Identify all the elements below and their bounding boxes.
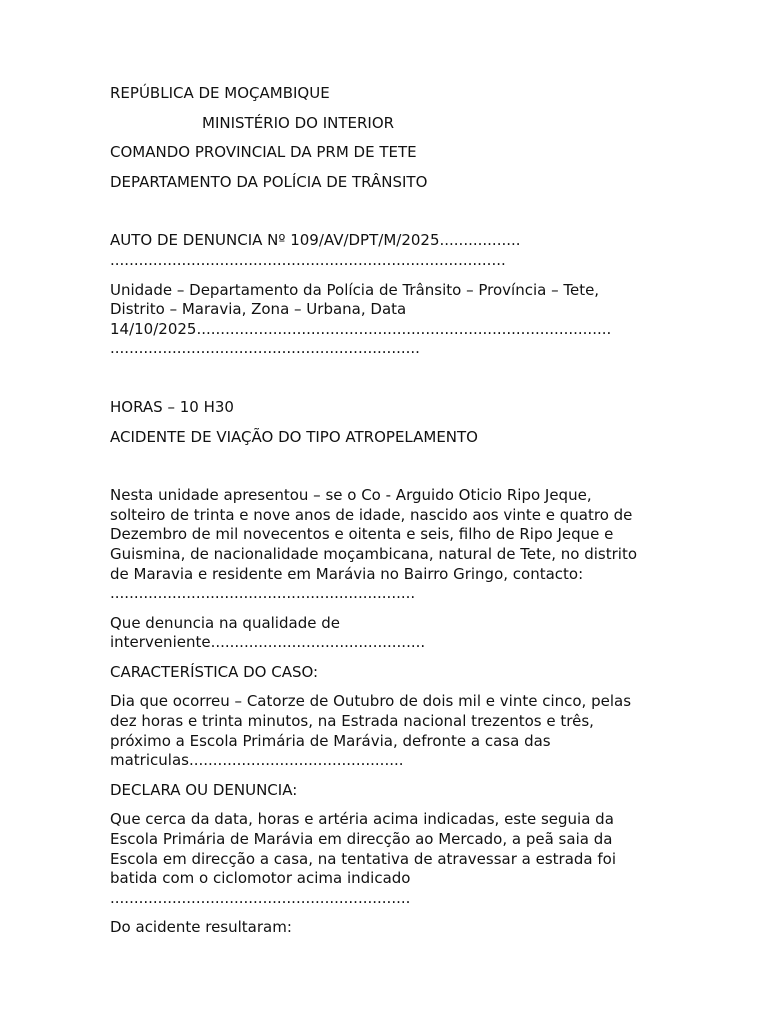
paragraph-line: Guismina, de nacionalidade moçambicana, natural de Tete, no distrito	[110, 544, 638, 563]
paragraph-line: próximo a Escola Primária de Marávia, defronte a casa das	[110, 731, 551, 750]
unit-line: Distrito – Maravia, Zona – Urbana, Data	[110, 300, 407, 319]
case-paragraph	[110, 692, 670, 770]
paragraph-line: batida com o ciclomotor acima indicado	[110, 869, 411, 888]
presentation-paragraph	[110, 486, 670, 604]
unit-line: Unidade – Departamento da Polícia de Trânsito – Província – Tete,	[110, 280, 600, 299]
dotted-line: ...............................................................	[110, 888, 411, 907]
dotted-line: ................................................................	[110, 584, 416, 603]
spacer	[110, 653, 670, 663]
paragraph-line: Dia que ocorreu – Catorze de Outubro de dois mil e vinte cinco, pelas	[110, 692, 632, 711]
spacer	[110, 604, 670, 614]
paragraph-line: Que denuncia na qualidade de	[110, 613, 340, 632]
paragraph-line: matriculas.............................................	[110, 751, 404, 770]
result-heading: Do acidente resultaram:	[110, 918, 292, 937]
ministry-heading: MINISTÉRIO DO INTERIOR	[202, 113, 395, 132]
spacer	[110, 133, 670, 143]
spacer	[110, 192, 670, 231]
spacer	[110, 800, 670, 810]
auto-de-denuncia	[110, 231, 670, 270]
command-heading: COMANDO PROVINCIAL DA PRM DE TETE	[110, 143, 417, 162]
paragraph-line: Que cerca da data, horas e artéria acima indicadas, este seguia da	[110, 810, 614, 829]
paragraph-line: Escola em direcção a casa, na tentativa de atravessar a estrada foi	[110, 849, 616, 868]
dotted-line: ...................................................................................	[110, 250, 506, 269]
spacer	[110, 163, 670, 173]
unit-date-line: 14/10/2025.......................................................................................	[110, 319, 612, 338]
republic-heading: REPÚBLICA DE MOÇAMBIQUE	[110, 84, 330, 102]
paragraph-line: Nesta unidade apresentou – se o Co - Arguido Oticio Ripo Jeque,	[110, 486, 592, 505]
paragraph-line: Dezembro de mil novecentos e oitenta e seis, filho de Ripo Jeque e	[110, 525, 614, 544]
spacer	[110, 271, 670, 281]
hours-line: HORAS – 10 H30	[110, 397, 234, 416]
unit-paragraph	[110, 281, 670, 359]
spacer	[110, 359, 670, 398]
paragraph-line: Escola Primária de Marávia em direcção ao Mercado, a peã saia da	[110, 830, 613, 849]
department-heading: DEPARTAMENTO DA POLÍCIA DE TRÂNSITO	[110, 172, 428, 191]
paragraph-line: interveniente.............................................	[110, 633, 426, 652]
declares-paragraph	[110, 810, 670, 908]
spacer	[110, 104, 670, 114]
accident-type-heading: ACIDENTE DE VIAÇÃO DO TIPO ATROPELAMENTO	[110, 427, 478, 446]
dotted-line: .................................................................	[110, 339, 420, 358]
spacer	[110, 447, 670, 486]
auto-number: AUTO DE DENUNCIA Nº 109/AV/DPT/M/2025.................	[110, 231, 521, 250]
spacer	[110, 771, 670, 781]
paragraph-line: de Maravia e residente em Marávia no Bairro Gringo, contacto:	[110, 564, 584, 583]
spacer	[110, 682, 670, 692]
spacer	[110, 418, 670, 428]
spacer	[110, 908, 670, 918]
document-page	[110, 84, 670, 938]
paragraph-line: solteiro de trinta e nove anos de idade, nascido aos vinte e quatro de	[110, 505, 633, 524]
case-heading: CARACTERÍSTICA DO CASO:	[110, 662, 319, 681]
paragraph-line: dez horas e trinta minutos, na Estrada nacional trezentos e três,	[110, 712, 594, 731]
quality-paragraph	[110, 614, 670, 653]
declares-heading: DECLARA OU DENUNCIA:	[110, 780, 298, 799]
